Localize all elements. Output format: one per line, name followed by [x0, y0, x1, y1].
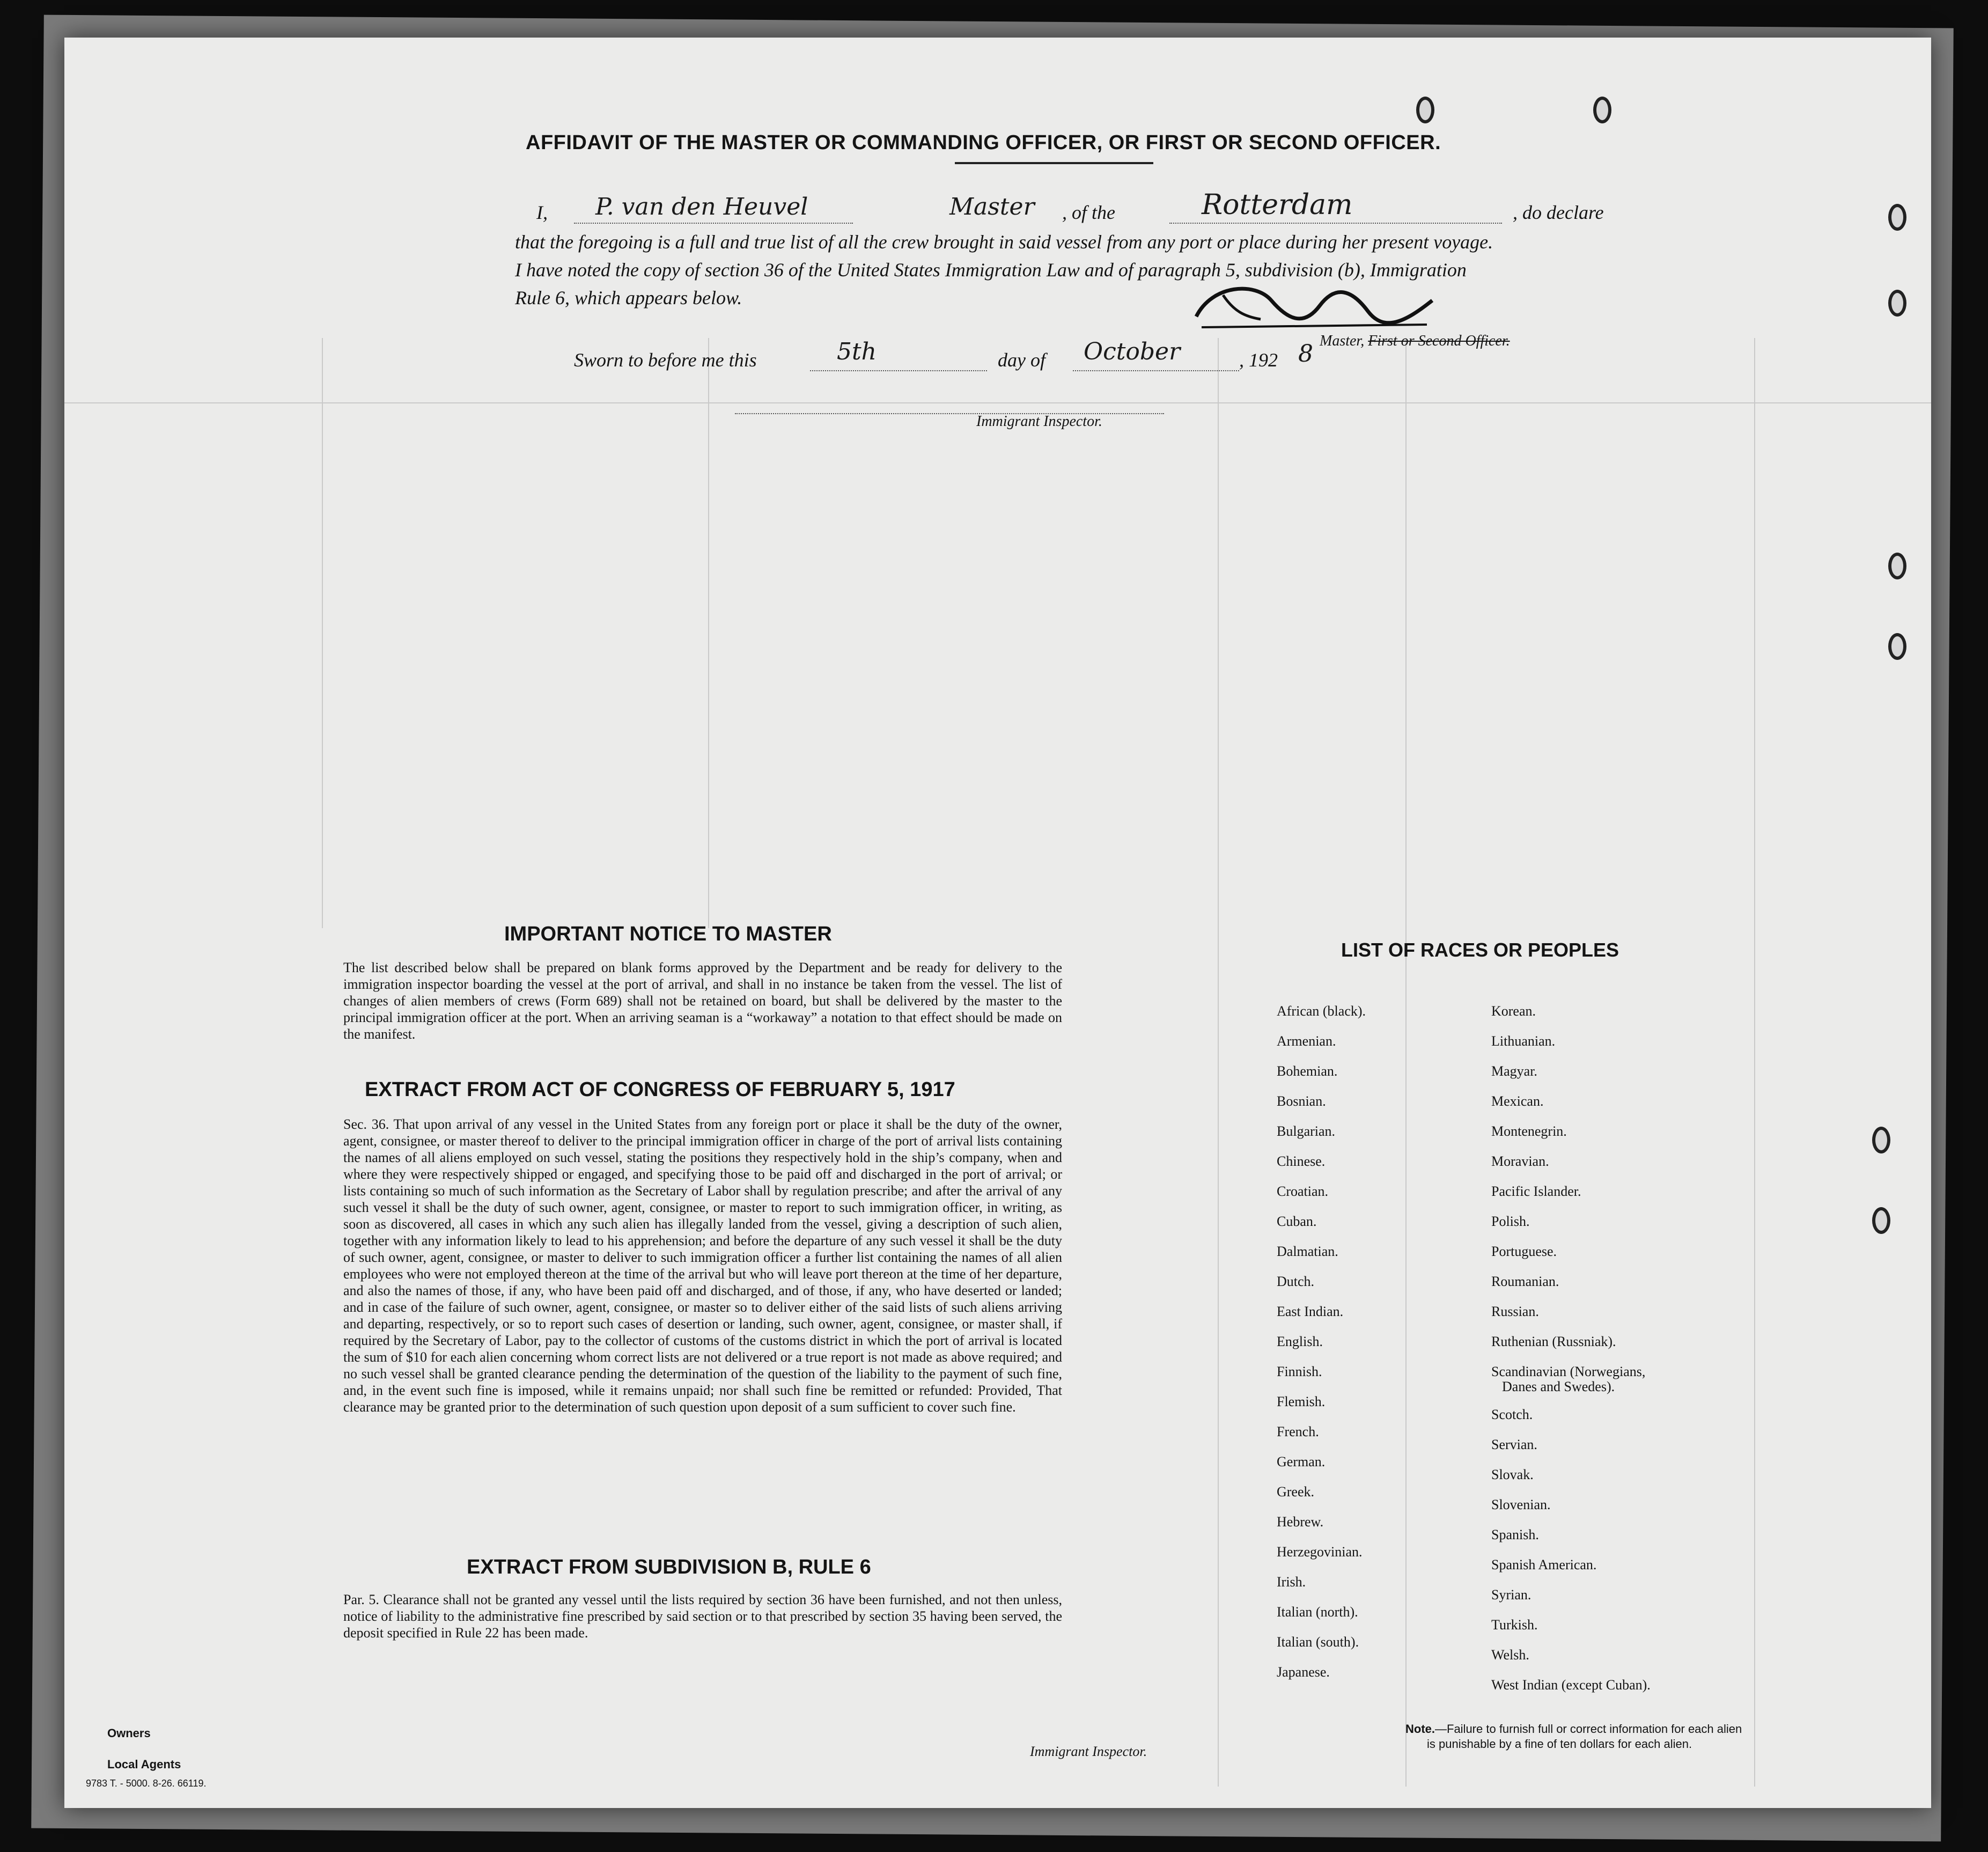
ruled-line [1754, 338, 1755, 1787]
note-text-2: is punishable by a fine of ten dollars for each alien. [1427, 1737, 1692, 1751]
ruled-line [322, 338, 323, 928]
note-text: —Failure to furnish full or correct information for each alien [1435, 1722, 1742, 1736]
race-item: Slovak. [1491, 1467, 1534, 1482]
sworn-month: October [1084, 338, 1181, 365]
race-item: African (black). [1277, 1003, 1366, 1019]
race-item: Croatian. [1277, 1184, 1329, 1199]
race-item: Portuguese. [1491, 1244, 1557, 1259]
vessel-name: Rotterdam [1202, 189, 1353, 221]
race-item: Hebrew. [1277, 1514, 1324, 1530]
punch-hole [1872, 1127, 1890, 1153]
punch-hole [1888, 290, 1906, 317]
race-item: Scandinavian (Norwegians, [1491, 1364, 1646, 1379]
ruled-line [1218, 338, 1219, 1787]
notice-body: The list described below shall be prepared on blank forms approved by the Department and be ready for delivery to the immigration inspector boarding the vessel at the port of arrival, and shall in no instance be taken from the vessel. The list of changes of alien members of crews (Form 689) shall not be retained on board, but shall be delivered by the master to the principal immigration officer at the port. When an arriving seaman is a “workaway” a notation to that effect should be made on the manifest. [343, 960, 1062, 1042]
race-item: Japanese. [1277, 1664, 1330, 1680]
ruled-line [64, 402, 1931, 403]
race-item: Pacific Islander. [1491, 1184, 1581, 1199]
do-declare: , do declare [1513, 202, 1604, 223]
footer-inspector: Immigrant Inspector. [1030, 1744, 1147, 1759]
day-of-label: day of [998, 349, 1045, 371]
race-item: East Indian. [1277, 1304, 1344, 1319]
master-name: P. van den Heuvel [595, 193, 808, 221]
race-item: Herzegovinian. [1277, 1544, 1363, 1560]
race-item: Cuban. [1277, 1214, 1317, 1229]
local-agents-label: Local Agents [107, 1758, 181, 1771]
footer-note [1405, 1722, 1742, 1736]
sworn-prefix: Sworn to before me this [574, 349, 757, 371]
race-item: Italian (south). [1277, 1634, 1359, 1650]
race-item: Montenegrin. [1491, 1123, 1567, 1139]
race-item: Scotch. [1491, 1407, 1533, 1422]
race-item: Italian (north). [1277, 1604, 1358, 1620]
race-item: Roumanian. [1491, 1274, 1559, 1289]
race-item: Irish. [1277, 1574, 1306, 1590]
print-code: 9783 T. - 5000. 8-26. 66119. [86, 1778, 207, 1789]
rule-title: EXTRACT FROM SUBDIVISION B, RULE 6 [467, 1556, 871, 1578]
race-item: Armenian. [1277, 1033, 1336, 1049]
race-item: Spanish. [1491, 1527, 1539, 1542]
ruled-line [708, 338, 709, 928]
race-item: English. [1277, 1334, 1323, 1349]
race-item: Bulgarian. [1277, 1123, 1336, 1139]
sworn-day: 5th [837, 338, 877, 365]
master-signature [1191, 279, 1438, 338]
race-item: Bohemian. [1277, 1063, 1338, 1079]
race-item: Spanish American. [1491, 1557, 1597, 1572]
inspector-caption: Immigrant Inspector. [976, 413, 1102, 430]
race-item: Servian. [1491, 1437, 1537, 1452]
race-item: Danes and Swedes). [1502, 1379, 1615, 1394]
race-item: Ruthenian (Russniak). [1491, 1334, 1616, 1349]
race-item: German. [1277, 1454, 1326, 1469]
race-item: Polish. [1491, 1214, 1530, 1229]
affidavit-line-3: I have noted the copy of section 36 of the United States Immigration Law and of paragraph 5, subdivision (b), Immigration [515, 259, 1467, 281]
race-item: Greek. [1277, 1484, 1315, 1500]
race-item: Finnish. [1277, 1364, 1322, 1379]
punch-hole [1888, 633, 1906, 660]
of-the-label: , of the [1062, 202, 1115, 223]
race-item: Mexican. [1491, 1093, 1544, 1109]
race-item: Chinese. [1277, 1153, 1326, 1169]
race-item: Welsh. [1491, 1647, 1529, 1663]
owners-label: Owners [107, 1726, 151, 1740]
race-item: Turkish. [1491, 1617, 1538, 1633]
race-item: Dalmatian. [1277, 1244, 1338, 1259]
master-rank: Master [949, 193, 1035, 221]
race-item: Bosnian. [1277, 1093, 1326, 1109]
notice-title: IMPORTANT NOTICE TO MASTER [504, 923, 832, 945]
act-body: Sec. 36. That upon arrival of any vessel in the United States from any foreign port or place it shall be the duty of the owner, agent, consignee, or master thereof to deliver to the principal immigration officer in charge of the port of arrival lists containing the names of all aliens employed on such vessel, stating the positions they respectively hold in the ship’s company, when and where they were respectively shipped or engaged, and specifying those to be paid off and discharged in the port of arrival; or lists containing so much of such information as the Secretary of Labor shall by regulation prescribe; and after the arrival of any such vessel it shall be the duty of such owner, agent, consignee, or master to report to such immigration officer, in writing, as soon as discovered, all cases in which any such alien has illegally landed from the vessel, giving a description of such alien, together with any information likely to lead to his apprehension; and before the departure of any such vessel it shall be the duty of such owner, agent, consignee, or master to deliver to such immigration officer a further list containing the names of all alien employees who were not employed thereon at the time of the arrival but who will leave port thereon at the time of her departure, and also the names of those, if any, who have been paid off and discharged, and of those, if any, who have deserted or landed; and in case of the failure of such owner, agent, consignee, or master so to deliver either of the said lists of such aliens arriving and departing, respectively, or so to report such cases of desertion or landing, such owner, agent, consignee, or master shall, if required by the Secretary of Labor, pay to the collector of customs of the customs district in which the port of arrival is located the sum of $10 for each alien concerning whom correct lists are not delivered or a true report is not made as above required; and no such vessel shall be granted clearance pending the determination of the question of the liability to the payment of such fine, and, in the event such fine is imposed, while it remains unpaid; nor shall such fine be remitted or refunded: Provided, That clearance may be granted prior to the determination of such question upon deposit of a sum sufficient to cover such fine. [343, 1116, 1062, 1415]
affidavit-i: I, [536, 202, 548, 223]
month-underline [1073, 370, 1239, 371]
year-prefix: , 192 [1239, 349, 1278, 371]
signature-caption [1320, 333, 1510, 350]
race-item: Magyar. [1491, 1063, 1537, 1079]
year-suffix: 8 [1298, 340, 1313, 368]
race-item: Korean. [1491, 1003, 1536, 1019]
punch-hole [1416, 97, 1434, 123]
race-item: Slovenian. [1491, 1497, 1551, 1512]
day-underline [810, 370, 987, 371]
affidavit-title: AFFIDAVIT OF THE MASTER OR COMMANDING OFFICER, OR FIRST OR SECOND OFFICER. [526, 131, 1441, 154]
document-page [64, 38, 1931, 1808]
race-item: Syrian. [1491, 1587, 1532, 1603]
race-item: Lithuanian. [1491, 1033, 1556, 1049]
race-item: Moravian. [1491, 1153, 1549, 1169]
races-title: LIST OF RACES OR PEOPLES [1341, 939, 1619, 961]
punch-hole [1593, 97, 1611, 123]
ruled-line [1405, 338, 1407, 1787]
punch-hole [1888, 553, 1906, 579]
note-label: Note. [1405, 1722, 1435, 1736]
act-title: EXTRACT FROM ACT OF CONGRESS OF FEBRUARY 5, 1917 [365, 1078, 955, 1101]
race-item: Russian. [1491, 1304, 1539, 1319]
race-item: Flemish. [1277, 1394, 1326, 1409]
affidavit-line-4: Rule 6, which appears below. [515, 287, 742, 308]
rule-body: Par. 5. Clearance shall not be granted any vessel until the lists required by section 36 have been furnished, and not then unless, notice of liability to the administrative fine prescribed by said section or to that prescribed by section 35 having been served, the deposit specified in Rule 22 has been made. [343, 1592, 1062, 1641]
vessel-underline [1169, 223, 1502, 224]
punch-hole [1888, 204, 1906, 231]
race-item: French. [1277, 1424, 1319, 1439]
name-underline [574, 223, 853, 224]
affidavit-line-2: that the foregoing is a full and true list of all the crew brought in said vessel from any port or place during her present voyage. [515, 231, 1493, 253]
punch-hole [1872, 1207, 1890, 1234]
struck-officer-caption: First or Second Officer. [1368, 333, 1510, 349]
race-item: West Indian (except Cuban). [1491, 1677, 1651, 1693]
race-item: Dutch. [1277, 1274, 1315, 1289]
title-rule [955, 162, 1153, 164]
master-caption: Master, [1320, 333, 1365, 349]
